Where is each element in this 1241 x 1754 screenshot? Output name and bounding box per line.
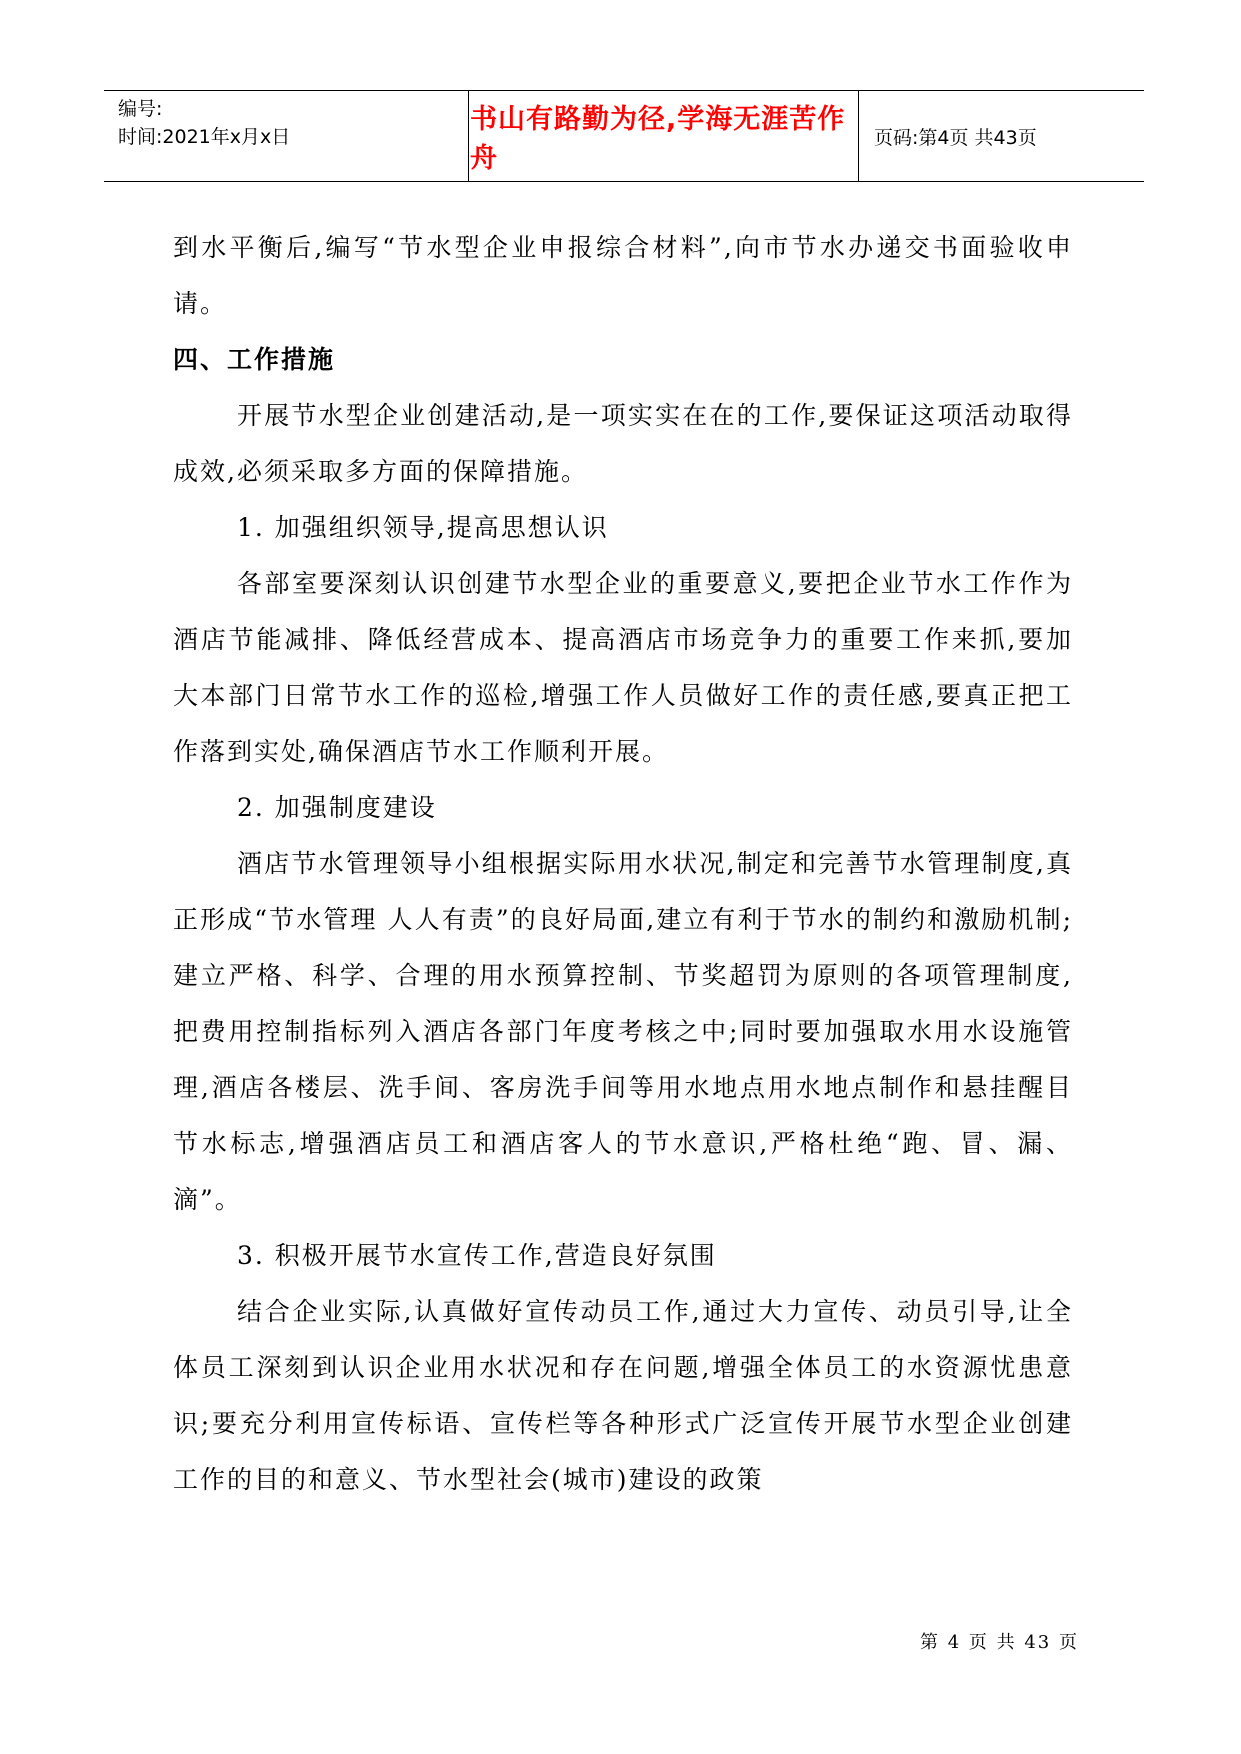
header-page-info: 页码:第4页 共43页 (874, 126, 1037, 149)
header-meta (118, 95, 468, 151)
header-motto: 书山有路勤为径,学海无涯苦作舟 (470, 104, 846, 174)
header-divider-right (858, 91, 859, 181)
document-time-label: 时间:2021年x月x日 (118, 126, 291, 148)
paragraph-subsection-3: 结合企业实际,认真做好宣传动员工作,通过大力宣传、动员引导,让全体员工深刻到认识企业用水状况和存在问题,增强全体员工的水资源忧患意识;要充分利用宣传标语、宣传栏等各种形式广泛宣传开展节水型企业创建工作的目的和意义、节水型社会(城市)建设的政策 (173, 1297, 1073, 1494)
page-footer: 第 4 页 共 43 页 (920, 1632, 1079, 1653)
document-number-label: 编号: (118, 98, 163, 120)
paragraph-acceptance: 到水平衡后,编写“节水型企业申报综合材料”,向市节水办递交书面验收申请。 (173, 233, 1073, 318)
page-header (104, 90, 1144, 182)
document-body (173, 220, 1073, 1508)
subsection-title-2: 2. 加强制度建设 (237, 793, 437, 822)
paragraph-subsection-1: 各部室要深刻认识创建节水型企业的重要意义,要把企业节水工作作为酒店节能减排、降低经营成本、提高酒店市场竞争力的重要工作来抓,要加大本部门日常节水工作的巡检,增强工作人员做好工作的责任感,要真正把工作落到实处,确保酒店节水工作顺利开展。 (173, 569, 1073, 766)
section-heading-measures: 四、工作措施 (173, 345, 336, 374)
paragraph-subsection-2: 酒店节水管理领导小组根据实际用水状况,制定和完善节水管理制度,真正形成“节水管理 人人有责”的良好局面,建立有利于节水的制约和激励机制;建立严格、科学、合理的用水预算控制、节奖超罚为原则的各项管理制度,把费用控制指标列入酒店各部门年度考核之中;同时要加强取水用水设施管理,酒店各楼层、洗手间、客房洗手间等用水地点用水地点制作和悬挂醒目节水标志,增强酒店员工和酒店客人的节水意识,严格杜绝“跑、冒、漏、滴”。 (173, 849, 1073, 1214)
header-divider-left (468, 91, 469, 181)
paragraph-intro-measures: 开展节水型企业创建活动,是一项实实在在的工作,要保证这项活动取得成效,必须采取多方面的保障措施。 (173, 401, 1073, 486)
subsection-title-3: 3. 积极开展节水宣传工作,营造良好氛围 (237, 1241, 717, 1270)
subsection-title-1: 1. 加强组织领导,提高思想认识 (237, 513, 609, 542)
